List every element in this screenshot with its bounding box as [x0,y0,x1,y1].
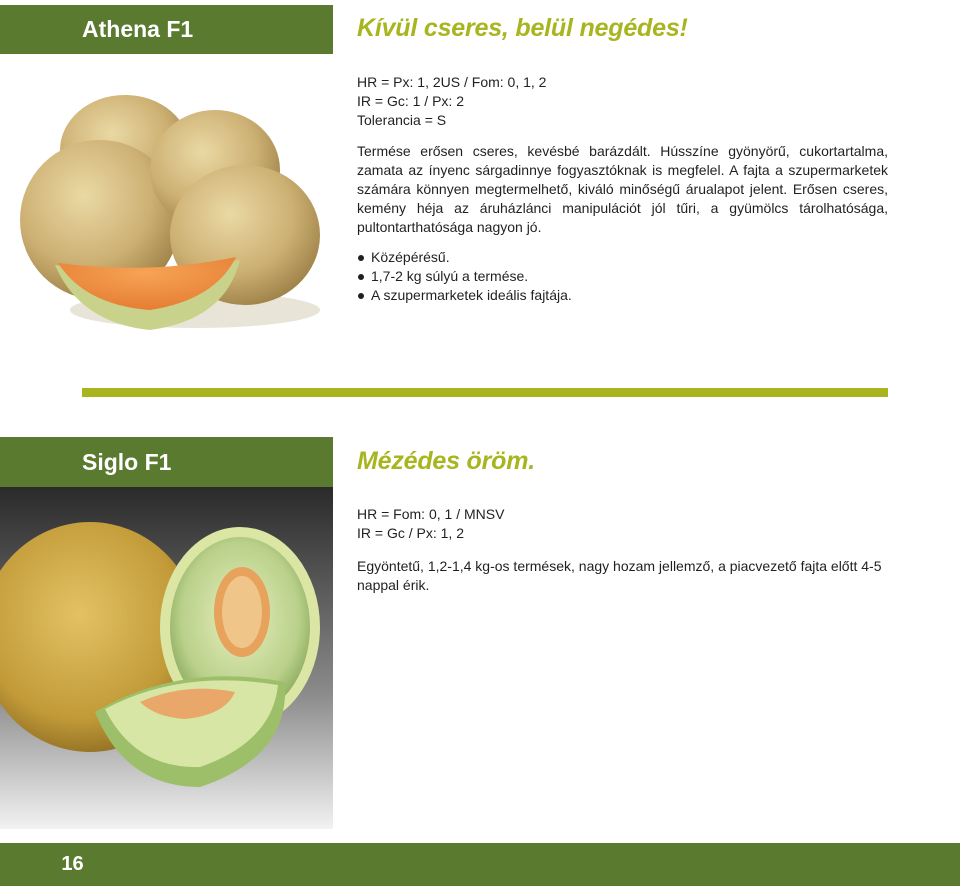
athena-spec-ir: IR = Gc: 1 / Px: 2 [357,93,464,109]
siglo-spec-ir: IR = Gc / Px: 1, 2 [357,525,464,541]
athena-bullet: A szupermarketek ideális fajtája. [357,286,572,305]
athena-variety-name: Athena F1 [82,16,194,42]
siglo-melon-photo [0,487,333,829]
athena-spec-hr: HR = Px: 1, 2US / Fom: 0, 1, 2 [357,74,547,90]
siglo-specs [357,505,504,543]
siglo-variety-name: Siglo F1 [82,448,172,475]
athena-tagline: Kívül cseres, belül negédes! [357,14,688,42]
page-number: 16 [61,853,84,875]
athena-specs [357,73,546,130]
athena-name-band [0,5,333,54]
athena-description: Termése erősen cseres, kevésbé barázdált. Hússzíne gyönyörű, cukortartalma, zamata az ínyenc sárgadinnye fogyasztóknak is megfelel. A fajta a szupermarketek számára könnyen megtermelhető, kiváló minőségű árualapot jelent. Erősen cseres, kemény héja az áruházlánci manipulációt jól tűri, a gyümölcs tárolhatósága, pultontarthatósága nagyon jó. [357,143,888,235]
siglo-name-band [0,437,333,487]
section-divider [82,388,888,397]
athena-bullet: Középérésű. [357,248,572,267]
siglo-tagline: Mézédes öröm. [357,447,536,475]
siglo-description: Egyöntetű, 1,2-1,4 kg-os termések, nagy hozam jellemző, a piacvezető fajta előtt 4-5 nappal érik. [357,558,882,593]
athena-spec-tolerance: Tolerancia = S [357,112,447,128]
athena-bullets [357,248,572,305]
page-number-box [0,843,145,886]
siglo-spec-hr: HR = Fom: 0, 1 / MNSV [357,506,505,522]
athena-bullet: 1,7-2 kg súlyú a termése. [357,267,572,286]
athena-melon-photo [0,95,333,350]
